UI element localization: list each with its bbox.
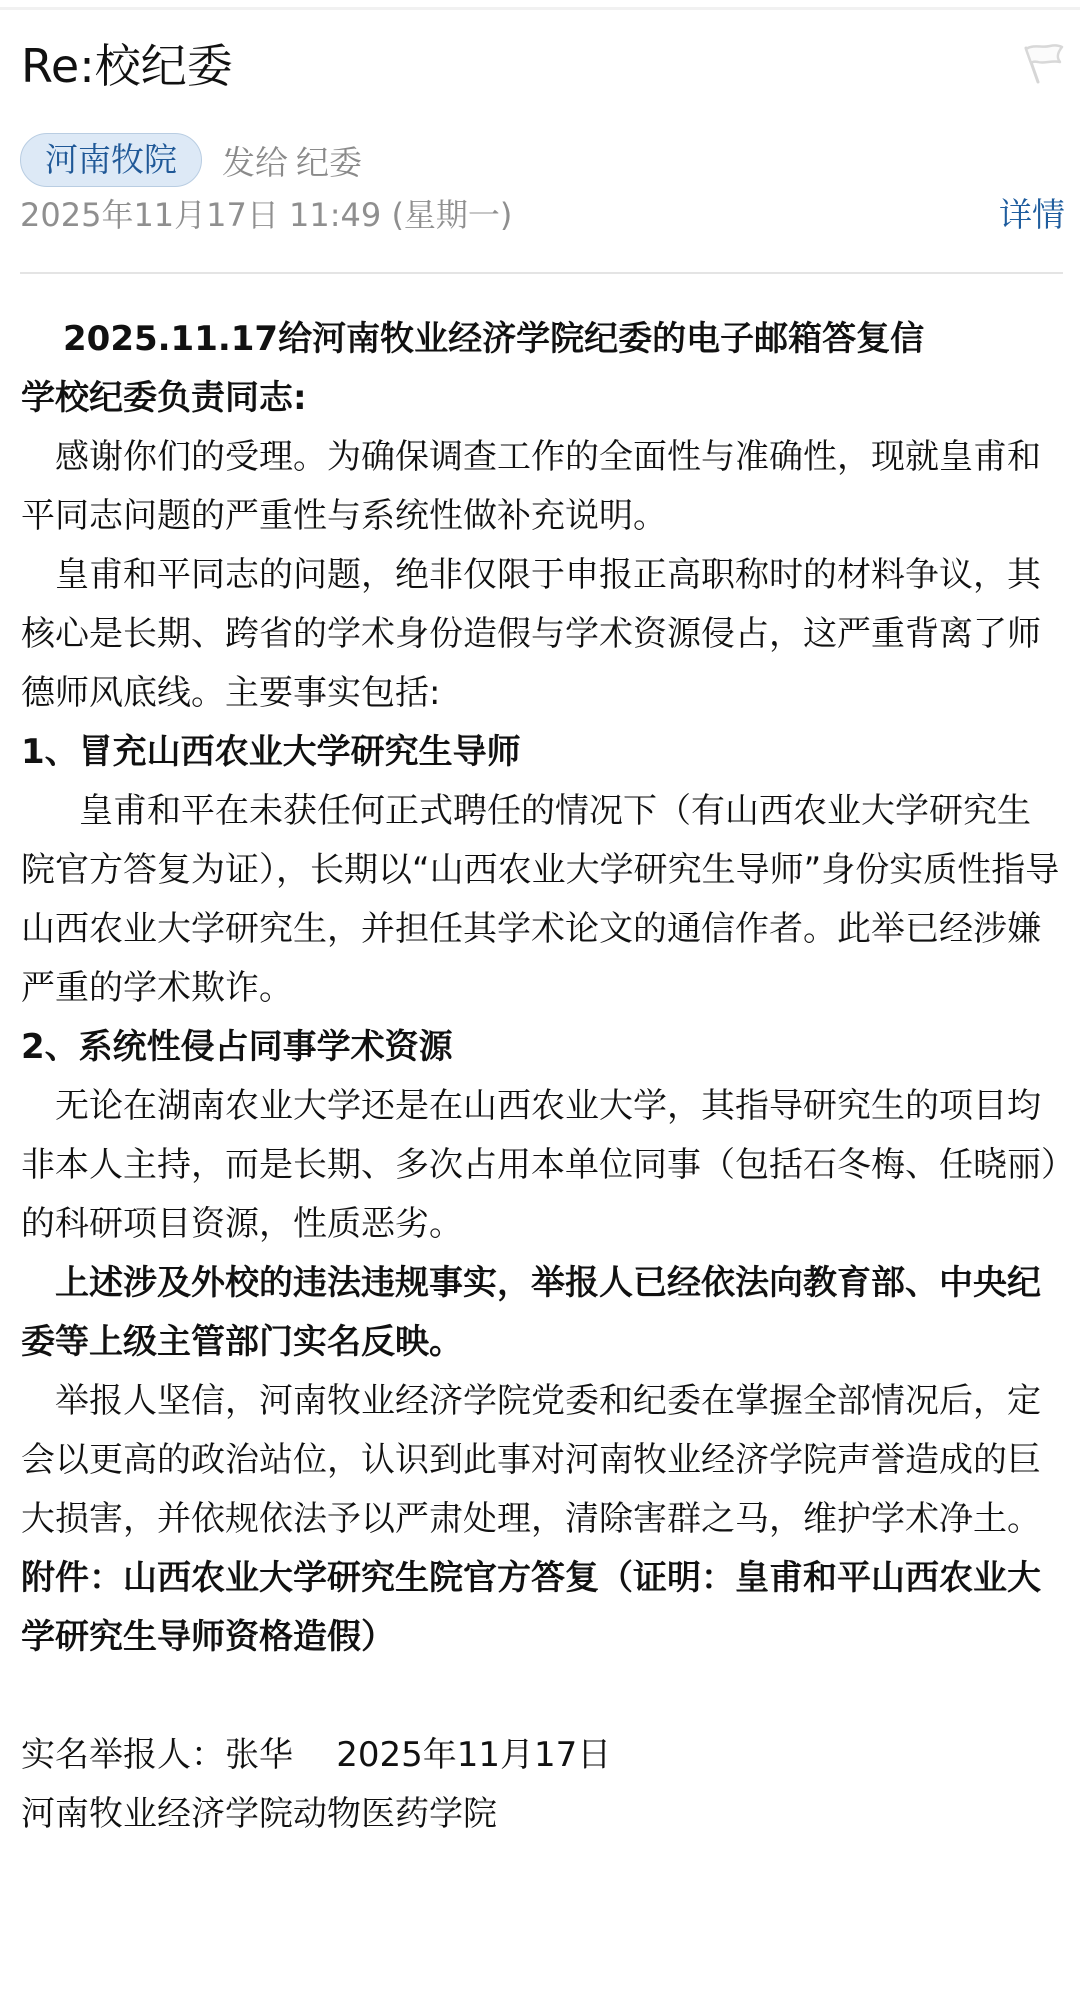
sender-chip[interactable]: 河南牧院 <box>20 133 202 187</box>
recipient-label <box>222 137 362 184</box>
email-subject: Re:校纪委 <box>21 39 233 93</box>
details-link[interactable]: 详情 <box>999 195 1065 234</box>
section-1-text: 皇甫和平在未获任何正式聘任的情况下（有山西农业大学研究生院官方答复为证），长期以“山西农业大学研究生导师”身份实质性指导山西农业大学研究生，并担任其学术论文的通信作者。此举已经涉嫌严重的学术欺诈。 <box>21 791 1060 1008</box>
email-datetime: 2025年11月17日 11:49 (星期一) <box>20 196 513 234</box>
top-rule <box>0 7 1080 10</box>
signature-org: 河南牧业经济学院动物医药学院 <box>21 1794 497 1834</box>
blank-line <box>21 1667 1063 1726</box>
attachment-note: 附件：山西农业大学研究生院官方答复（证明：皇甫和平山西农业大学研究生导师资格造假） <box>21 1558 1041 1657</box>
section-1-heading: 1、冒充山西农业大学研究生导师 <box>21 732 521 772</box>
section-2-heading: 2、系统性侵占同事学术资源 <box>21 1027 453 1067</box>
section-2-text: 无论在湖南农业大学还是在山西农业大学，其指导研究生的项目均非本人主持，而是长期、多次占用本单位同事（包括石冬梅、任晓丽）的科研项目资源，性质恶劣。 <box>21 1086 1058 1244</box>
paragraph-reported: 上述涉及外校的违法违规事实，举报人已经依法向教育部、中央纪委等上级主管部门实名反映。 <box>21 1263 1041 1362</box>
paragraph-closing: 举报人坚信，河南牧业经济学院党委和纪委在掌握全部情况后，定会以更高的政治站位，认识到此事对河南牧业经济学院声誉造成的巨大损害，并依规依法予以严肃处理，清除害群之马，维护学术净土。 <box>21 1381 1041 1539</box>
sender-row <box>20 133 362 187</box>
flag-button[interactable] <box>1018 42 1066 88</box>
letter-title: 2025.11.17给河南牧业经济学院纪委的电子邮箱答复信 <box>63 319 925 359</box>
paragraph-summary: 皇甫和平同志的问题，绝非仅限于申报正高职称时的材料争议，其核心是长期、跨省的学术身份造假与学术资源侵占，这严重背离了师德师风底线。主要事实包括: <box>21 555 1041 713</box>
signature-line: 实名举报人：张华 2025年11月17日 <box>21 1735 612 1775</box>
to-recipient[interactable]: 纪委 <box>296 142 362 182</box>
letter-salutation: 学校纪委负责同志: <box>21 378 307 418</box>
paragraph-intro: 感谢你们的受理。为确保调查工作的全面性与准确性，现就皇甫和平同志问题的严重性与系统性做补充说明。 <box>21 437 1041 536</box>
to-prefix: 发给 <box>222 142 288 182</box>
email-body <box>21 310 1063 1844</box>
flag-icon <box>1018 42 1066 88</box>
header-divider <box>20 272 1063 274</box>
